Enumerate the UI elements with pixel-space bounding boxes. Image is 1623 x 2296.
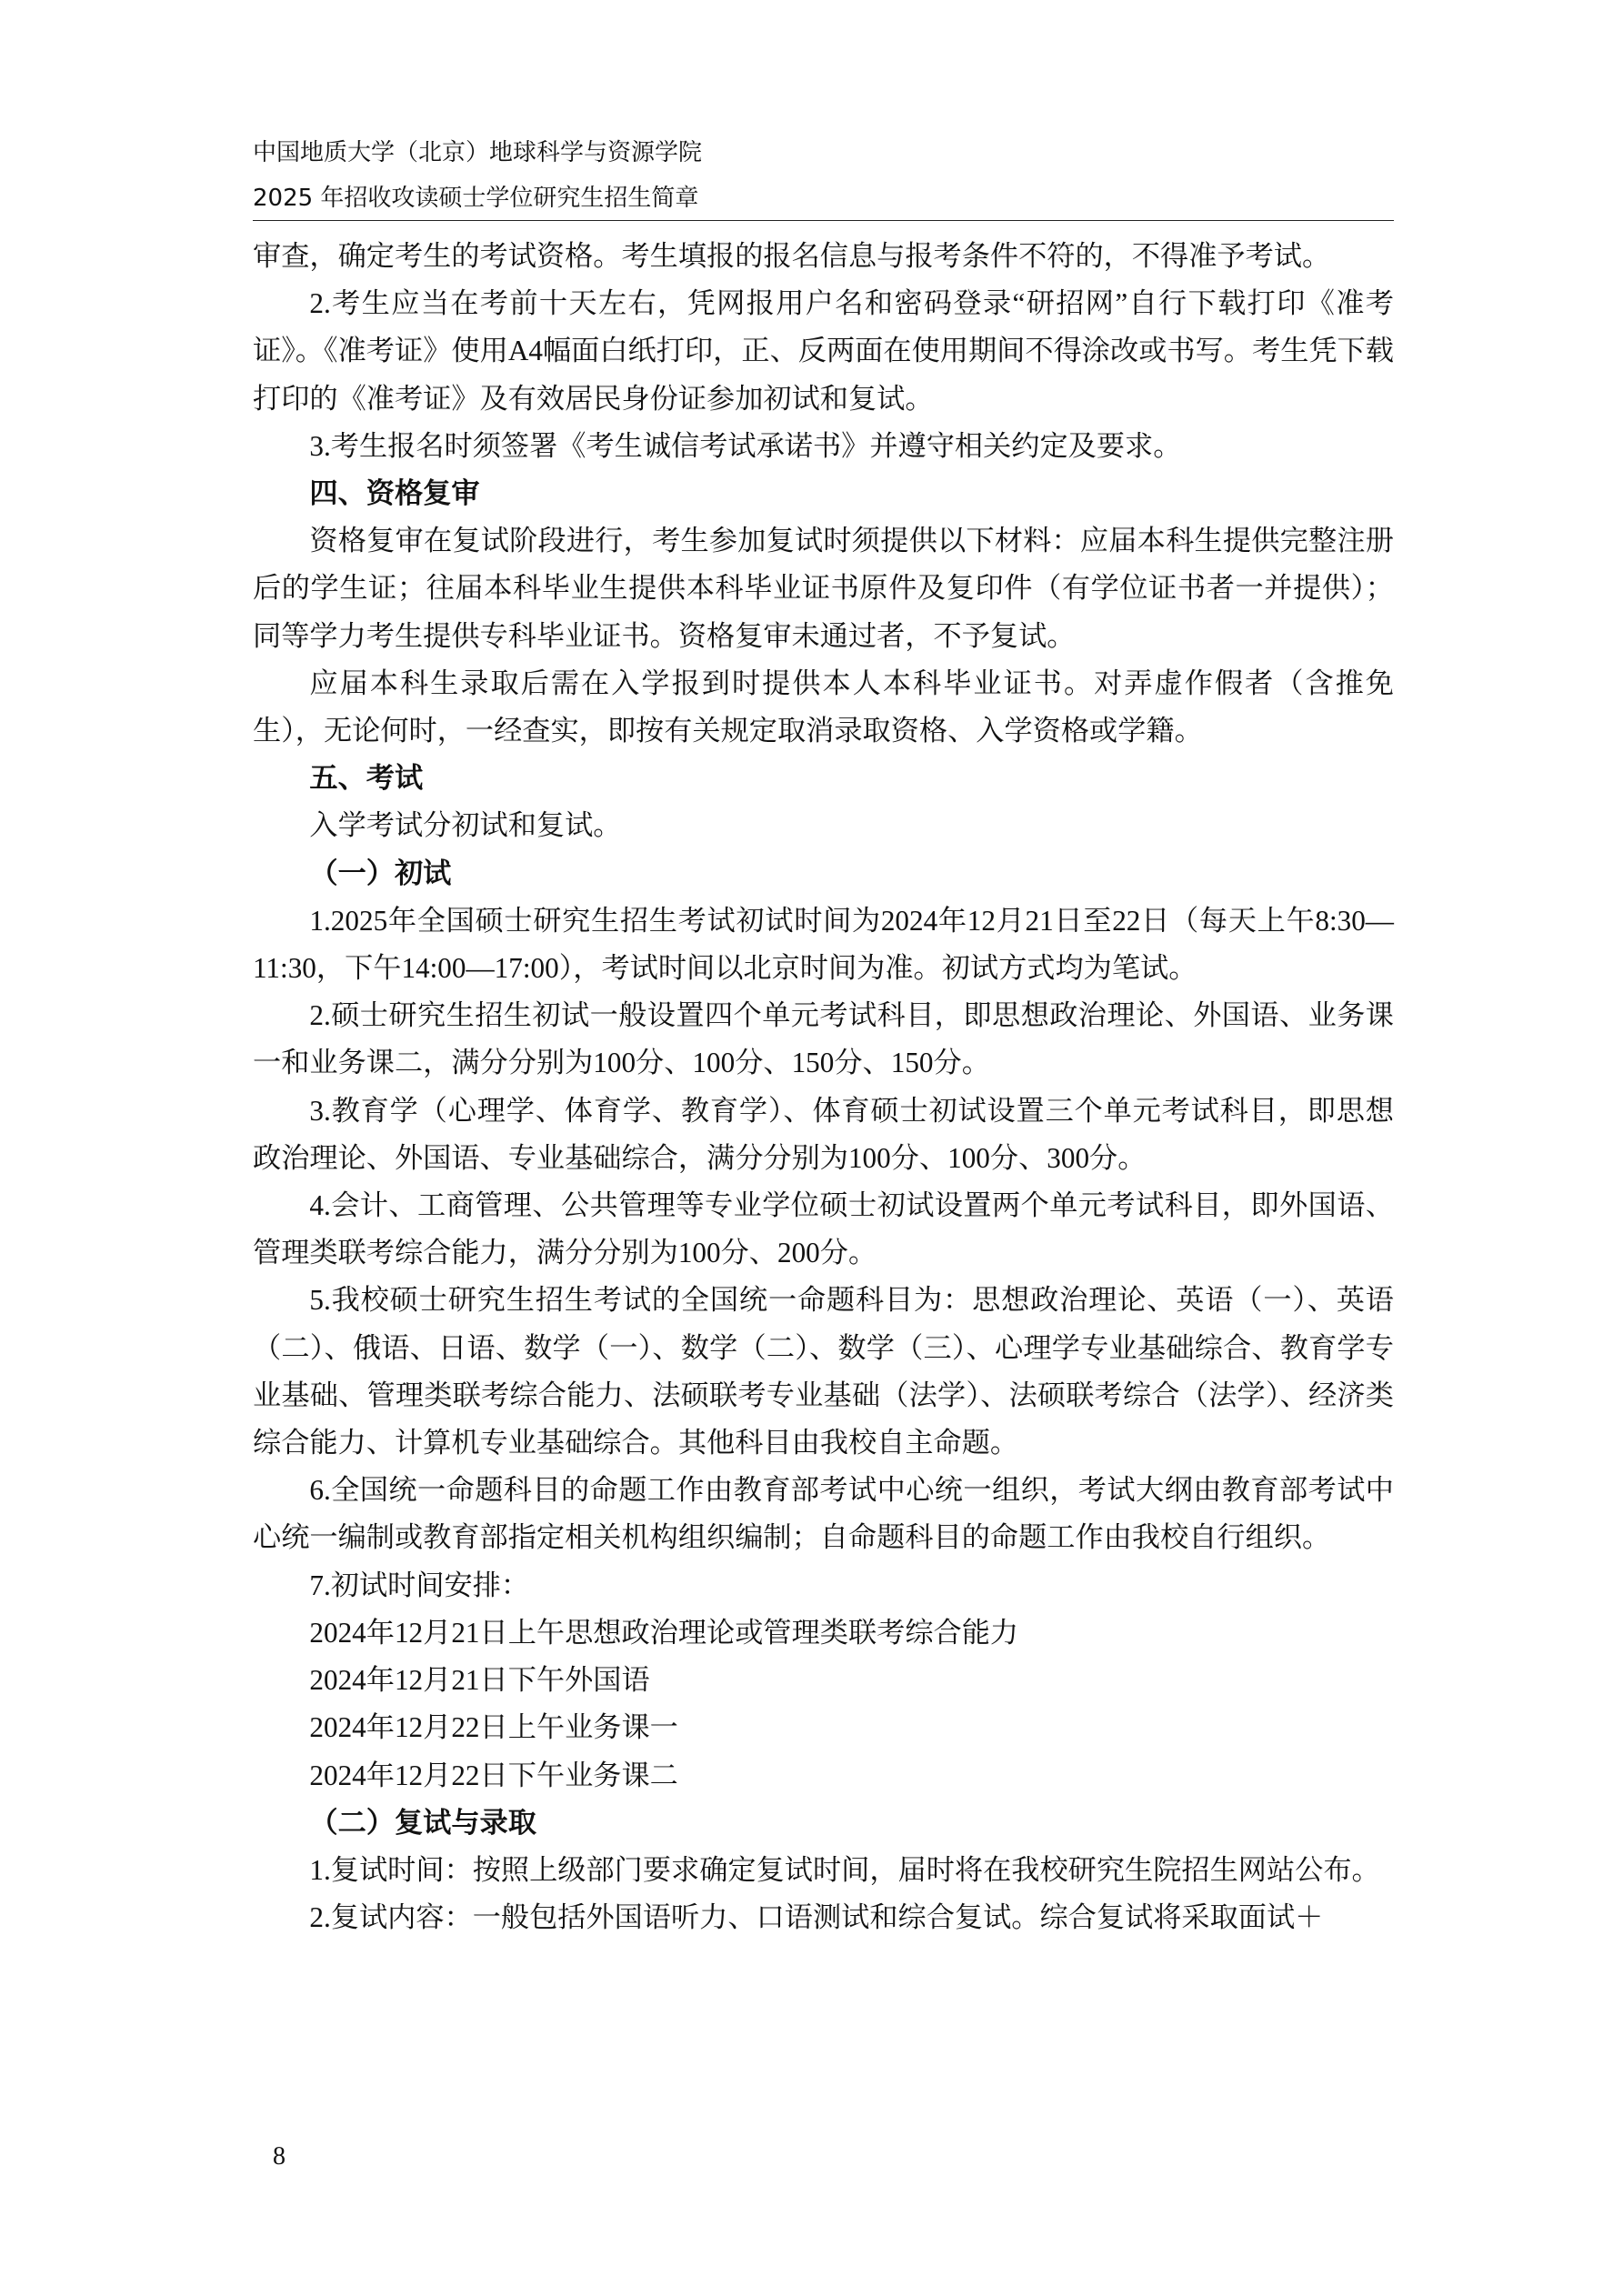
paragraph-exam-intro: 入学考试分初试和复试。	[309, 809, 622, 842]
header-divider	[253, 220, 1394, 221]
schedule-item: 2024年12月22日上午业务课一	[309, 1711, 678, 1744]
subheading-preliminary-exam: （一）初试	[309, 857, 452, 890]
paragraph-retest-time: 1.复试时间：按照上级部门要求确定复试时间，届时将在我校研究生院招生网站公布。	[309, 1853, 1380, 1886]
paragraph-prelim-education: 3.教育学（心理学、体育学、教育学）、体育硕士初试设置三个单元考试科目，即思想政治理论、外国语、专业基础综合，满分分别为100分、100分、300分。	[253, 1094, 1394, 1174]
subheading-retest-admission: （二）复试与录取	[309, 1806, 536, 1840]
paragraph-admission-ticket: 2.考生应当在考前十天左右，凭网报用户名和密码登录“研招网”自行下载打印《准考证》。《准考证》使用A4幅面白纸打印，正、反两面在使用期间不得涂改或书写。考生凭下载打印的《准考证》及有效居民身份证参加初试和复试。	[253, 287, 1394, 415]
paragraph-review-verification: 应届本科生录取后需在入学报到时提供本人本科毕业证书。对弄虚作假者（含推免生），无论何时，一经查实，即按有关规定取消录取资格、入学资格或学籍。	[253, 667, 1394, 747]
paragraph-prelim-professional: 4.会计、工商管理、公共管理等专业学位硕士初试设置两个单元考试科目，即外国语、管理类联考综合能力，满分分别为100分、200分。	[253, 1189, 1394, 1269]
paragraph-retest-content: 2.复试内容：一般包括外国语听力、口语测试和综合复试。综合复试将采取面试＋	[309, 1901, 1324, 1934]
paragraph-prelim-schedule-intro: 7.初试时间安排：	[309, 1569, 530, 1601]
paragraph-review-materials: 资格复审在复试阶段进行，考生参加复试时须提供以下材料：应届本科生提供完整注册后的学生证；往届本科毕业生提供本科毕业证书原件及复印件（有学位证书者一并提供）；同等学力考生提供专科毕业证书。资格复审未通过者，不予复试。	[253, 525, 1394, 652]
paragraph-continued: 审查，确定考生的考试资格。考生填报的报名信息与报考条件不符的，不得准予考试。	[253, 240, 1331, 272]
paragraph-prelim-organization: 6.全国统一命题科目的命题工作由教育部考试中心统一组织，考试大纲由教育部考试中心统一编制或教育部指定相关机构组织编制；自命题科目的命题工作由我校自行组织。	[253, 1474, 1394, 1554]
header-title: 2025 年招收攻读硕士学位研究生招生简章	[253, 185, 699, 212]
schedule-item: 2024年12月21日上午思想政治理论或管理类联考综合能力	[309, 1616, 1019, 1649]
schedule-item: 2024年12月22日下午业务课二	[309, 1759, 678, 1791]
paragraph-prelim-time: 1.2025年全国硕士研究生招生考试初试时间为2024年12月21日至22日（每天上午8:30—11:30，下午14:00—17:00），考试时间以北京时间为准。初试方式均为笔试。	[253, 904, 1394, 985]
section-heading-exam: 五、考试	[309, 762, 424, 796]
header-institution: 中国地质大学（北京）地球科学与资源学院	[253, 139, 703, 166]
schedule-item: 2024年12月21日下午外国语	[309, 1664, 650, 1697]
body-text	[253, 233, 1394, 1941]
running-header	[253, 130, 702, 221]
section-heading-qualification-review: 四、资格复审	[309, 477, 480, 511]
page-number: 8	[273, 2142, 286, 2171]
paragraph-integrity: 3.考生报名时须签署《考生诚信考试承诺书》并遵守相关约定及要求。	[309, 429, 1182, 462]
paragraph-prelim-subjects: 2.硕士研究生招生初试一般设置四个单元考试科目，即思想政治理论、外国语、业务课一和业务课二，满分分别为100分、100分、150分、150分。	[253, 999, 1394, 1079]
paragraph-prelim-national-subjects: 5.我校硕士研究生招生考试的全国统一命题科目为：思想政治理论、英语（一）、英语（二）、俄语、日语、数学（一）、数学（二）、数学（三）、心理学专业基础综合、教育学专业基础、管理类联考综合能力、法硕联考专业基础（法学）、法硕联考综合（法学）、经济类综合能力、计算机专业基础综合。其他科目由我校自主命题。	[253, 1284, 1394, 1459]
